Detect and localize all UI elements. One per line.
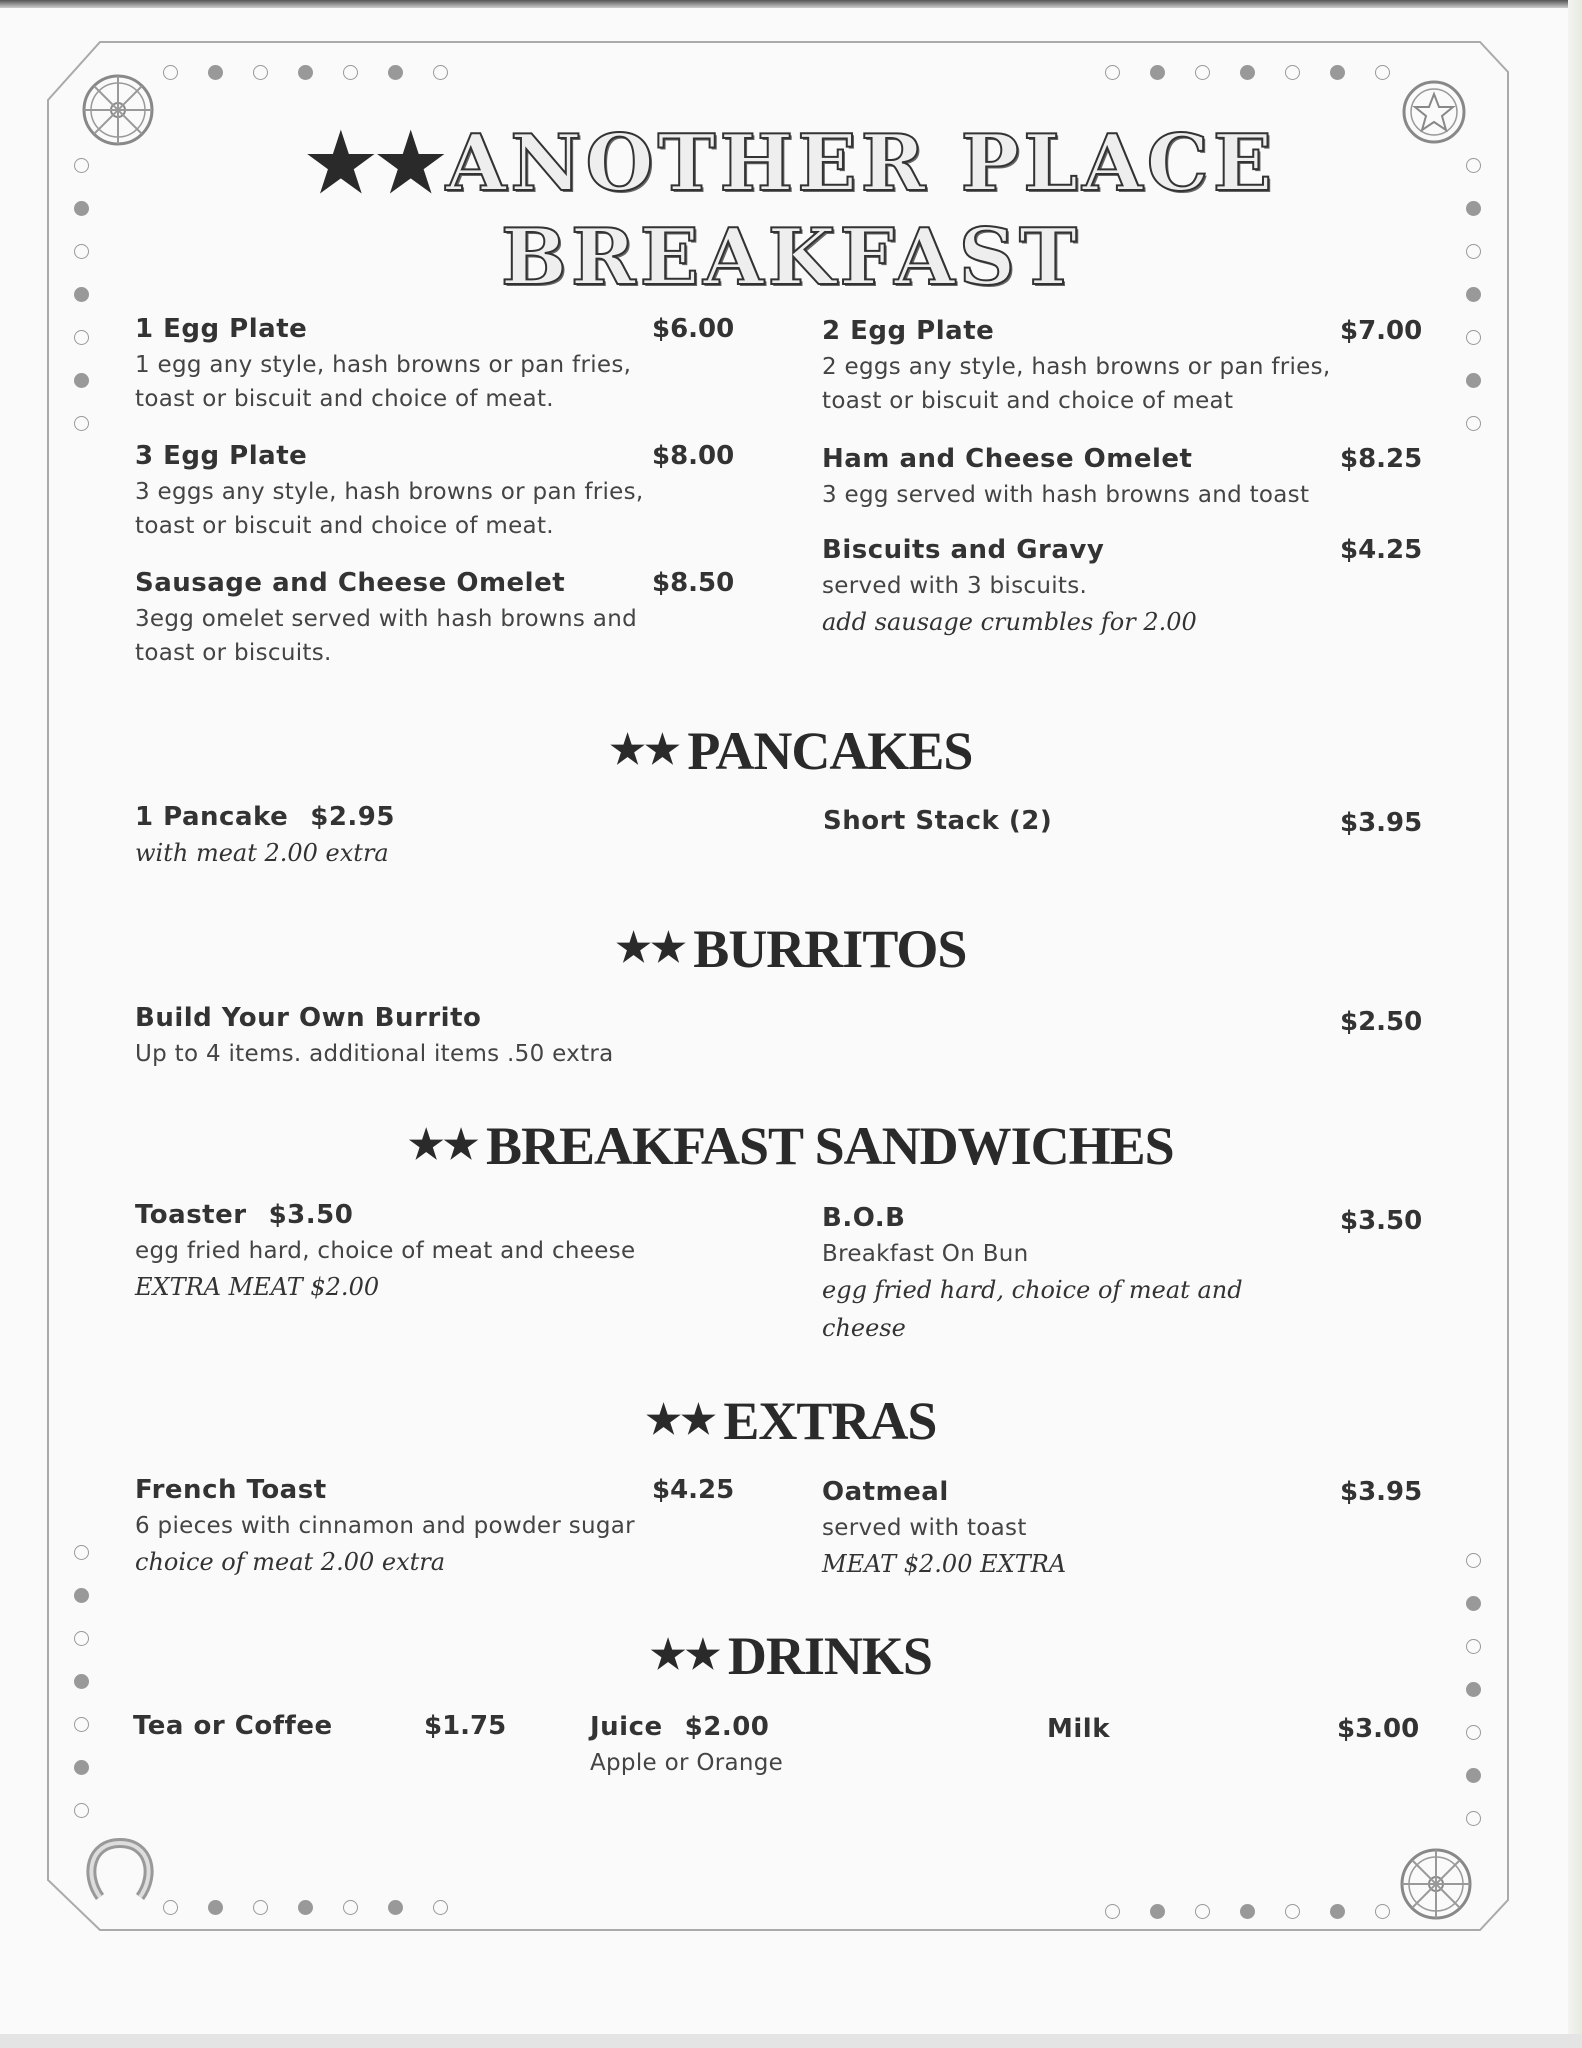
item-note: egg fried hard, choice of meat and	[822, 1276, 1243, 1304]
item-note: with meat 2.00 extra	[135, 839, 389, 867]
item-name: French Toast	[135, 1475, 327, 1505]
item-price: $3.50	[268, 1200, 354, 1230]
dot-row-decoration	[1105, 1904, 1420, 1919]
item-description: 6 pieces with cinnamon and powder sugar	[135, 1513, 635, 1539]
dot-row-decoration	[1105, 65, 1420, 80]
heading-stars: ★★	[645, 1397, 716, 1442]
dot-row-decoration	[163, 1900, 478, 1915]
item-description: 1 egg any style, hash browns or pan fries,	[135, 352, 632, 378]
item-note: EXTRA MEAT $2.00	[135, 1273, 380, 1301]
heading-stars: ★★	[615, 925, 686, 970]
menu-subtitle	[0, 212, 1582, 303]
dot-column-decoration	[74, 1545, 89, 1846]
item-price: $6.00	[652, 314, 735, 344]
item-description: 3 egg served with hash browns and toast	[822, 482, 1310, 508]
item-note: add sausage crumbles for 2.00	[822, 608, 1197, 636]
menu-item	[133, 1711, 333, 1741]
item-description: 2 eggs any style, hash browns or pan fries,	[822, 354, 1331, 380]
item-price: $3.50	[1340, 1206, 1423, 1236]
section-heading-sandwiches	[0, 1115, 1582, 1177]
menu-item	[135, 802, 395, 872]
menu-title	[0, 118, 1582, 209]
item-name: Sausage and Cheese Omelet	[135, 568, 566, 598]
item-price: $3.00	[1337, 1714, 1420, 1744]
item-name: 1 Pancake	[135, 802, 289, 832]
item-name: B.O.B	[822, 1203, 906, 1233]
menu-item	[822, 316, 1331, 418]
heading-text: BURRITOS	[693, 919, 967, 979]
menu-item	[1047, 1714, 1110, 1744]
menu-item	[822, 444, 1309, 512]
item-price: $4.25	[1340, 535, 1423, 565]
heading-stars: ★★	[650, 1632, 720, 1677]
item-name: 2 Egg Plate	[822, 316, 995, 346]
title-line-1: ANOTHER PLACE	[445, 118, 1277, 209]
item-note: MEAT $2.00 EXTRA	[822, 1550, 1067, 1578]
item-description: 3 eggs any style, hash browns or pan fries,	[135, 479, 644, 505]
item-description: toast or biscuits.	[135, 640, 332, 666]
heading-text: BREAKFAST SANDWICHES	[486, 1116, 1174, 1176]
item-price: $8.50	[652, 568, 735, 598]
heading-text: DRINKS	[727, 1626, 932, 1686]
horseshoe-icon	[80, 1835, 160, 1905]
menu-item	[135, 314, 631, 416]
item-name: 1 Egg Plate	[135, 314, 308, 344]
menu-item	[822, 535, 1197, 641]
item-note: cheese	[822, 1314, 906, 1342]
item-name: Build Your Own Burrito	[135, 1003, 482, 1033]
item-name: Milk	[1047, 1714, 1110, 1744]
dot-column-decoration	[1466, 1553, 1481, 1854]
item-description: Apple or Orange	[590, 1750, 784, 1776]
item-name: Toaster	[135, 1200, 247, 1230]
menu-item	[823, 806, 1052, 836]
menu-item	[135, 1003, 614, 1071]
menu-item	[822, 1203, 1243, 1347]
menu-item	[135, 1200, 635, 1306]
section-heading-pancakes	[0, 720, 1582, 782]
item-note: choice of meat 2.00 extra	[135, 1548, 446, 1576]
title-line-2: BREAKFAST	[500, 212, 1082, 303]
item-name: Short Stack (2)	[823, 806, 1053, 836]
menu-item	[135, 441, 644, 543]
menu-item	[135, 568, 637, 670]
item-price: $1.75	[424, 1711, 507, 1741]
item-price: $7.00	[1340, 316, 1423, 346]
menu-item	[590, 1712, 783, 1780]
section-heading-extras	[0, 1390, 1582, 1452]
item-description: served with 3 biscuits.	[822, 573, 1088, 599]
item-price: $3.95	[1340, 1477, 1423, 1507]
item-description: 3egg omelet served with hash browns and	[135, 606, 637, 632]
item-name: Oatmeal	[822, 1477, 949, 1507]
menu-item	[135, 1475, 635, 1581]
item-name: Tea or Coffee	[133, 1711, 333, 1741]
heading-stars: ★★	[609, 727, 680, 772]
item-description: toast or biscuit and choice of meat.	[135, 386, 554, 412]
item-price: $2.95	[310, 802, 395, 832]
item-description: egg fried hard, choice of meat and cheese	[135, 1238, 636, 1264]
item-price: $2.00	[684, 1712, 770, 1742]
wagon-wheel-icon	[1398, 1846, 1474, 1922]
dot-row-decoration	[163, 65, 478, 80]
item-name: Biscuits and Gravy	[822, 535, 1105, 565]
item-description: toast or biscuit and choice of meat.	[135, 513, 554, 539]
heading-text: EXTRAS	[723, 1391, 937, 1451]
item-price: $8.00	[652, 441, 735, 471]
item-description: Breakfast On Bun	[822, 1241, 1029, 1267]
item-name: Juice	[590, 1712, 663, 1742]
section-heading-burritos	[0, 918, 1582, 980]
item-description: toast or biscuit and choice of meat	[822, 388, 1234, 414]
item-description: Up to 4 items. additional items .50 extra	[135, 1041, 614, 1067]
item-name: 3 Egg Plate	[135, 441, 308, 471]
item-description: served with toast	[822, 1515, 1027, 1541]
heading-stars: ★★	[408, 1122, 479, 1167]
heading-text: PANCAKES	[687, 721, 973, 781]
section-heading-drinks	[0, 1625, 1582, 1687]
item-price: $2.50	[1340, 1007, 1423, 1037]
item-price: $4.25	[652, 1475, 735, 1505]
title-stars: ★★	[305, 118, 446, 209]
item-price: $3.95	[1340, 808, 1423, 838]
item-name: Ham and Cheese Omelet	[822, 444, 1193, 474]
item-price: $8.25	[1340, 444, 1423, 474]
menu-item	[822, 1477, 1066, 1583]
